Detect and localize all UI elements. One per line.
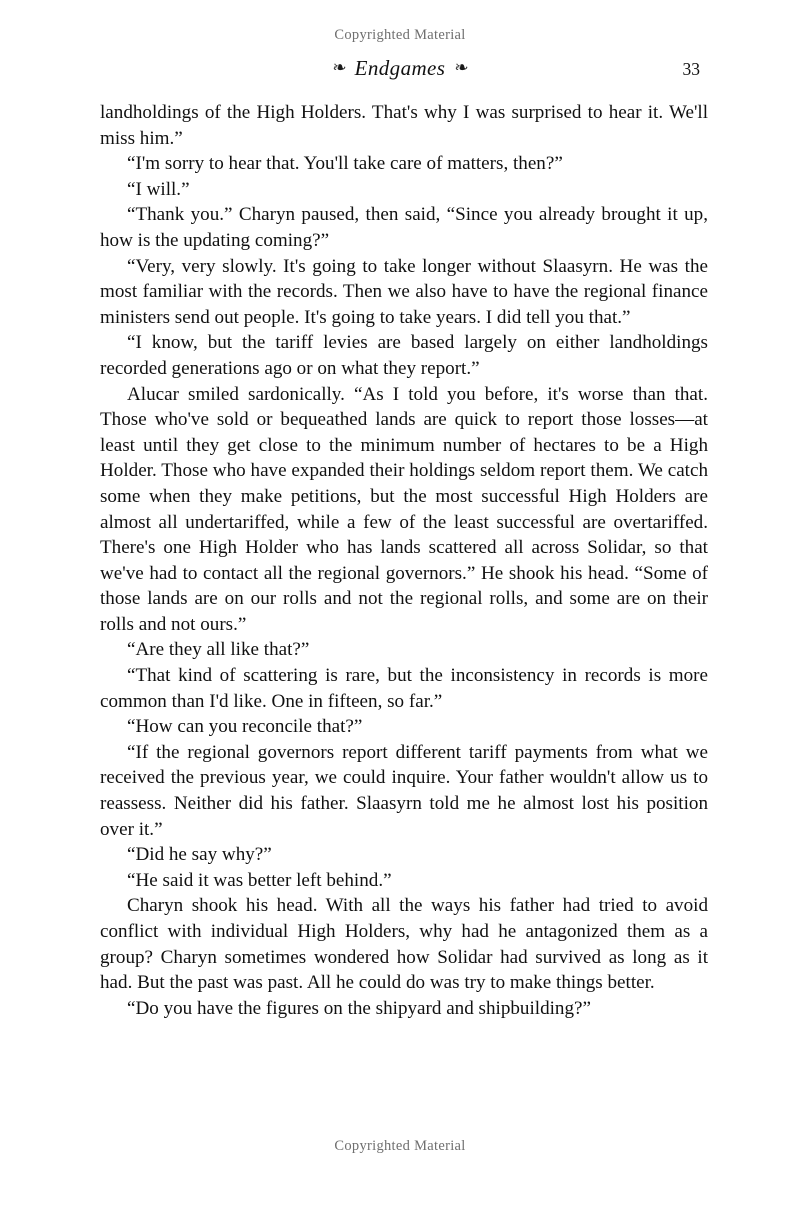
body-paragraph: landholdings of the High Holders. That's why I was surprised to hear it. We'll miss him.” — [100, 102, 708, 149]
body-paragraph: “I know, but the tariff levies are based largely on either landholdings recorded generations ago or on what they report.” — [100, 332, 708, 379]
body-paragraph: “That kind of scattering is rare, but the inconsistency in records is more common than I'd like. One in fifteen, so far.” — [100, 665, 708, 712]
body-paragraph: “How can you reconcile that?” — [127, 716, 363, 738]
body-paragraph: “Did he say why?” — [127, 844, 272, 866]
body-paragraph: “Thank you.” Charyn paused, then said, “Since you already brought it up, how is the updating coming?” — [100, 204, 708, 251]
body-paragraph: “I'm sorry to hear that. You'll take care of matters, then?” — [127, 153, 563, 175]
book-title: Endgames — [354, 56, 446, 80]
body-paragraph: “I will.” — [127, 178, 190, 200]
body-paragraph: “If the regional governors report different tariff payments from what we received the previous year, we could inquire. Your father wouldn't allow us to reassess. Neither did his father. Slaasyrn told me he almost lost his position over it.” — [100, 741, 708, 840]
book-title-block — [100, 56, 700, 81]
running-head — [100, 56, 700, 86]
body-paragraph: “Do you have the figures on the shipyard and shipbuilding?” — [127, 997, 591, 1019]
page-number: 33 — [682, 59, 700, 79]
leaf-ornament-left: ❧ — [332, 58, 346, 77]
copyright-watermark-bottom: Copyrighted Material — [334, 1138, 466, 1154]
body-paragraph: “Very, very slowly. It's going to take longer without Slaasyrn. He was the most familiar with the records. Then we also have to have the regional finance ministers send out people. It's going to take years. I did tell you that.” — [100, 255, 708, 328]
body-paragraph: “He said it was better left behind.” — [127, 869, 392, 891]
copyright-watermark-top: Copyrighted Material — [334, 27, 466, 43]
leaf-ornament-right: ❧ — [454, 58, 468, 77]
body-paragraph: Charyn shook his head. With all the ways his father had tried to avoid conflict with individual High Holders, why had he antagonized them as a group? Charyn sometimes wondered how Solidar had survived as long as it had. But the past was past. All he could do was try to make things better. — [100, 895, 708, 994]
body-paragraph: Alucar smiled sardonically. “As I told you before, it's worse than that. Those who've sold or bequeathed lands are quick to report those losses—at least until they get close to the minimum number of hectares to be a High Holder. Those who have expanded their holdings seldom report them. We catch some when they make petitions, but the most successful High Holders are almost all undertariffed, while a few of the least successful are overtariffed. There's one High Holder who has lands scattered all across Solidar, so that we've had to contact all the regional governors.” He shook his head. “Some of those lands are on our rolls and not the regional rolls, and some are on their rolls and not ours.” — [100, 383, 708, 635]
page-body-text — [100, 100, 708, 1021]
body-paragraph: “Are they all like that?” — [127, 639, 310, 661]
